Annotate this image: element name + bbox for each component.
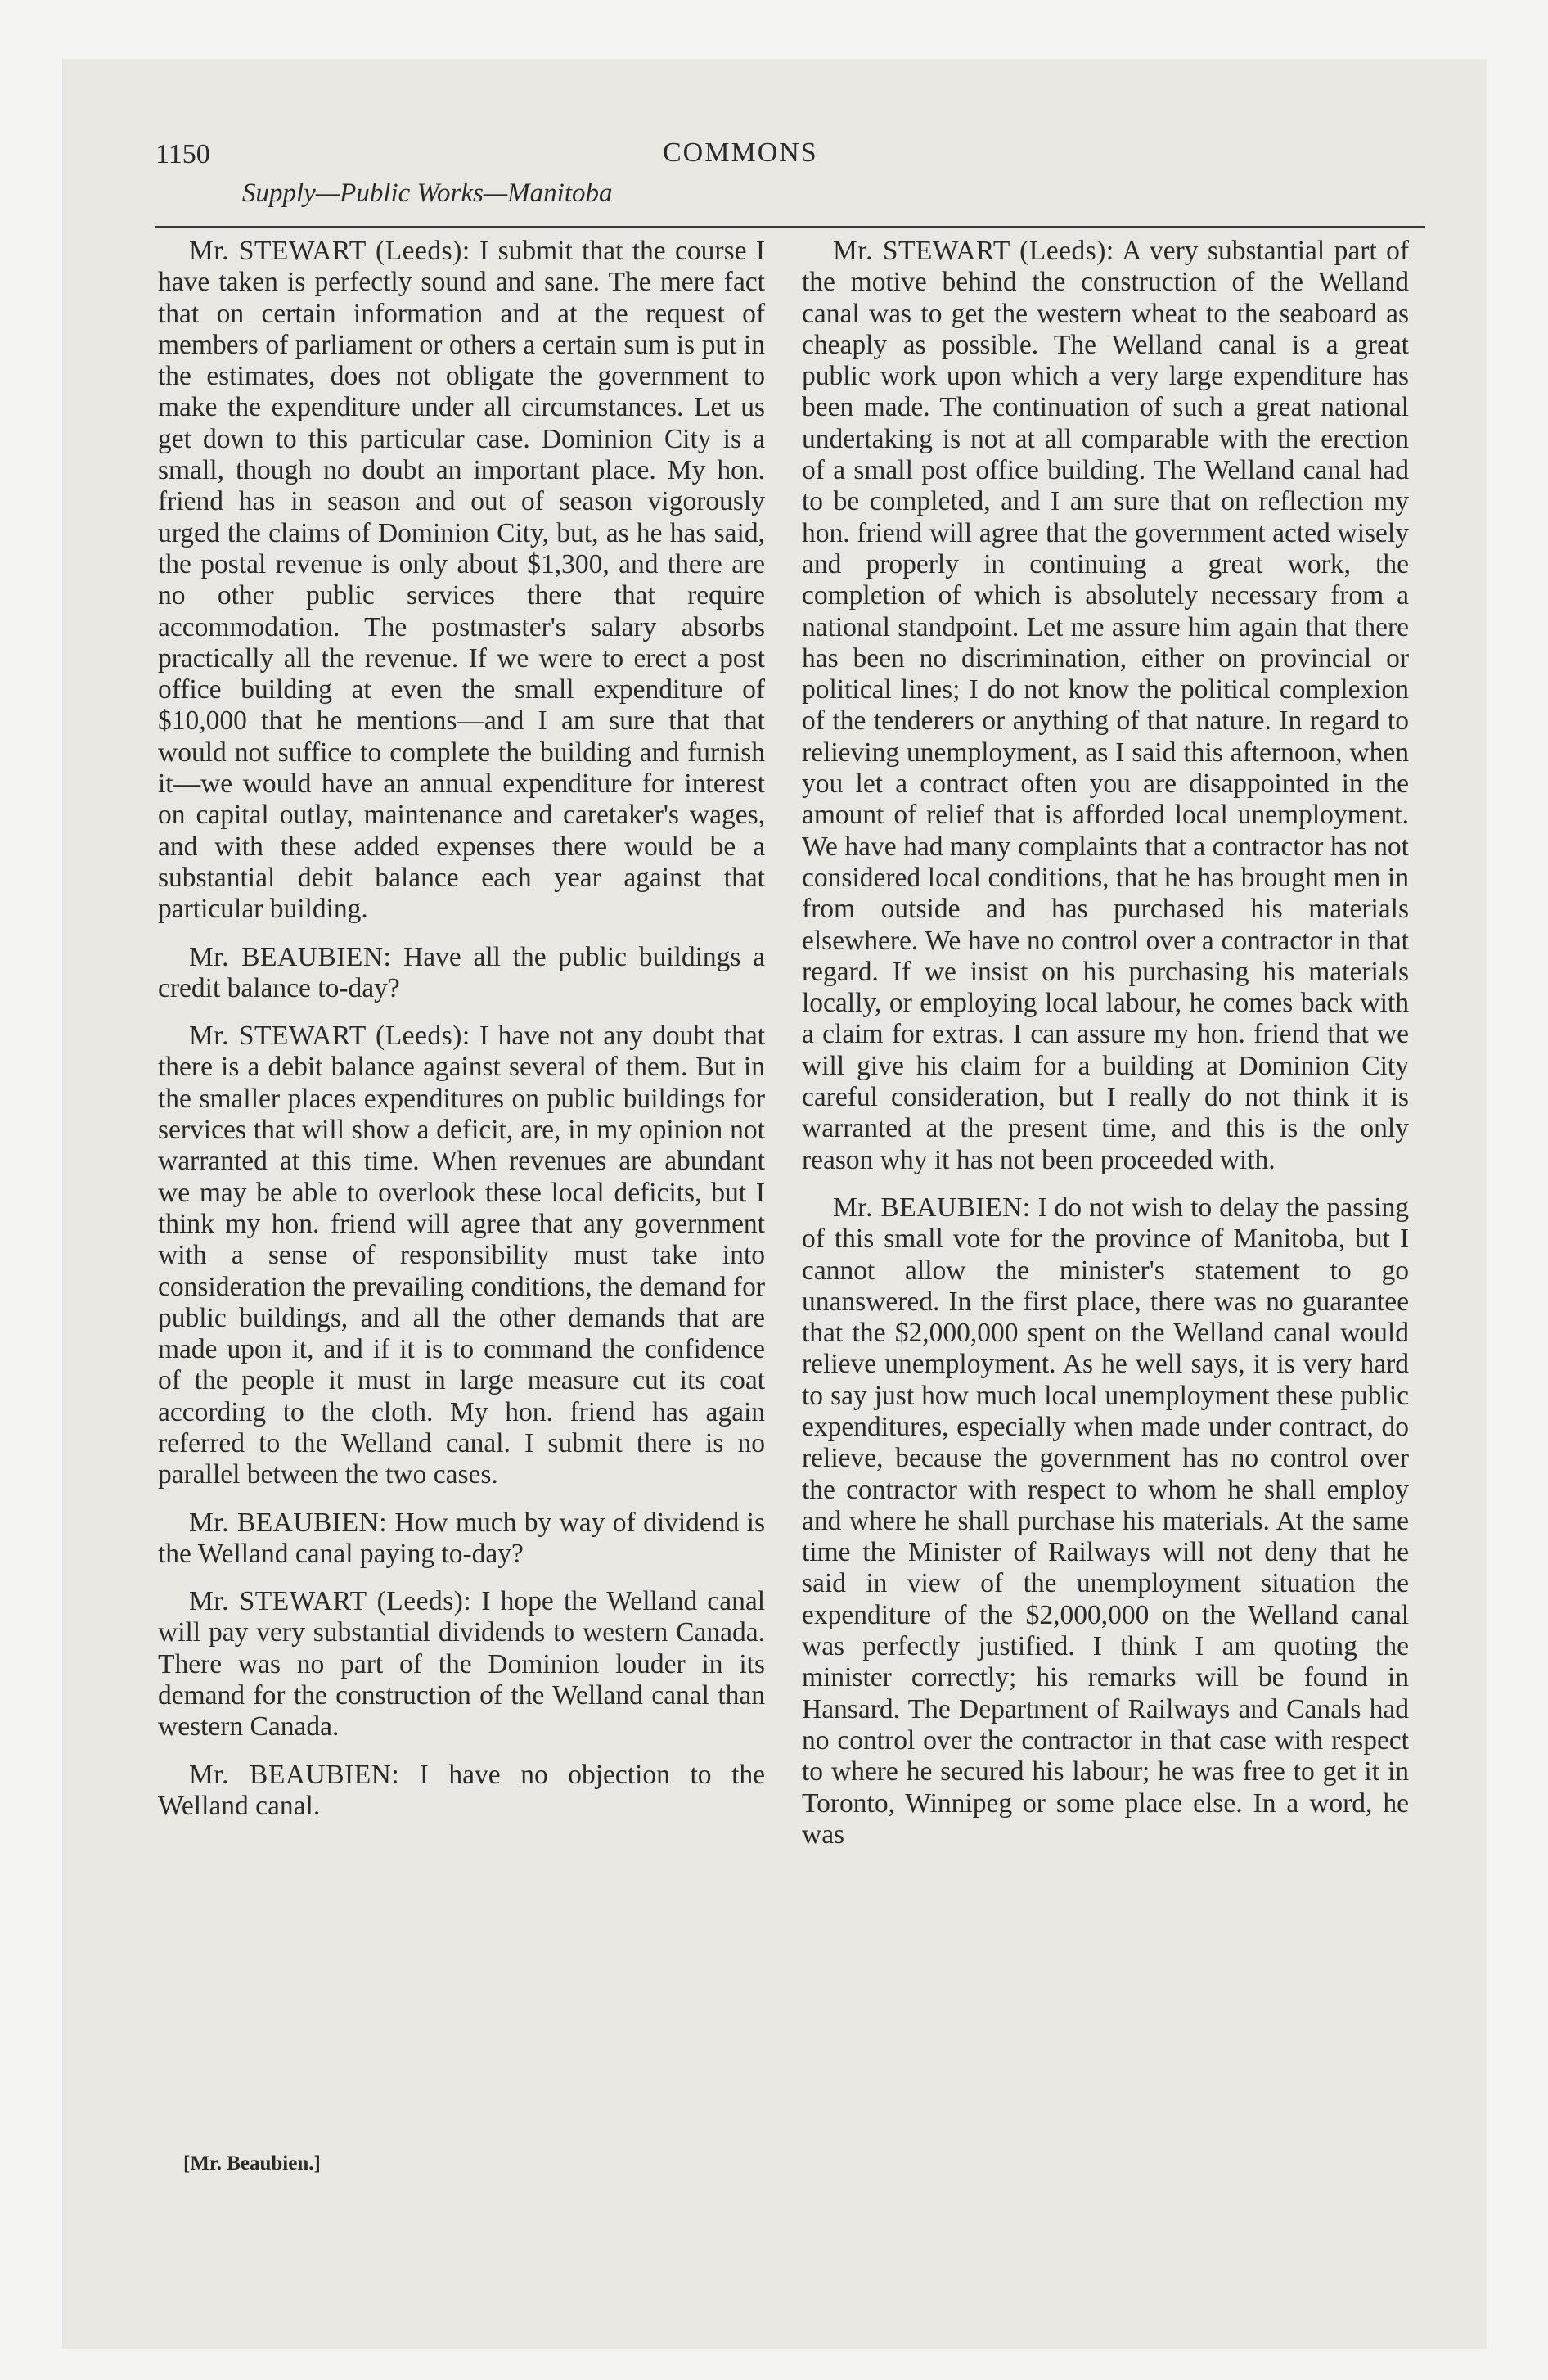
speech-text: A very substantial part of the motive behind the construction of the Welland canal was to get the western wheat to the seaboard as cheaply as possible. The Welland canal is a great public work upon which a very large expenditure has been made. The continuation of such a great national undertaking is not at all comparable with the erection of a small post office building. The Welland canal had to be completed, and I am sure that on reflection my hon. friend will agree that the government acted wisely and properly in continuing a great work, the completion of which is absolutely necessary from a national standpoint. Let me assure him again that there has been no discrimination, either on provincial or political lines; I do not know the political complexion of the tenderers or anything of that nature. In regard to relieving unemployment, as I said this afternoon, when you let a contract often you are disappointed in the amount of relief that is afforded local unemployment. We have had many complaints that a contractor has not considered local conditions, that he has brought men in from outside and has purchased his materials elsewhere. We have no control over a contractor in that regard. If we insist on his purchasing his materials locally, or employing local labour, he comes back with a claim for extras. I can assure my hon. friend that we will give his claim for a building at Dominion City careful consideration, but I really do not think it is warranted at the present time, and this is the only reason why it has not been proceeded with. bbox=[802, 236, 1409, 1175]
page-title: COMMONS bbox=[663, 137, 818, 168]
speech-text: I have no objection to the Welland canal. bbox=[158, 1759, 765, 1821]
speech-text: Have all the public buildings a credit balance to-day? bbox=[158, 941, 766, 1003]
page-number: 1150 bbox=[155, 139, 210, 169]
speech-paragraph bbox=[158, 1508, 765, 1571]
speech-text: I submit that the course I have taken is perfectly sound and sane. The mere fact that on certain information and at the request of members of parliament or others a certain sum is put in the estimates, does not obligate the government to make the expenditure under all circumstances. Let us get down to this particular case. Dominion City is a small, though no doubt an important place. My hon. friend has in season and out of season vigorously urged the claims of Dominion City, but, as he has said, the postal revenue is only about $1,300, and there are no other public services there that require accommodation. The postmaster's salary absorbs practically all the revenue. If we were to erect a post office building at even the small expenditure of $10,000 that he mentions—and I am sure that that would not suffice to complete the building and furnish it—we would have an annual expenditure for interest on capital outlay, maintenance and caretaker's wages, and with these added expenses there would be a substantial debit balance each year against that particular building. bbox=[158, 236, 766, 925]
speaker-name: Mr. BEAUBIEN: bbox=[189, 1759, 400, 1790]
speaker-name: Mr. BEAUBIEN: bbox=[189, 941, 392, 972]
footer-note: [Mr. Beaubien.] bbox=[183, 2152, 321, 2175]
speech-paragraph bbox=[158, 1021, 765, 1490]
header-rule bbox=[155, 226, 1425, 228]
speech-text: How much by way of dividend is the Welland canal paying to-day? bbox=[158, 1507, 766, 1569]
speaker-name: Mr. STEWART (Leeds): bbox=[189, 1021, 470, 1052]
speech-paragraph bbox=[158, 1760, 765, 1823]
speech-paragraph bbox=[158, 236, 765, 926]
section-subheading: Supply—Public Works—Manitoba bbox=[242, 178, 613, 208]
speech-text: I do not wish to delay the passing of this small vote for the province of Manitoba, but I cannot allow the minister's statement to go unanswered. In the first place, there was no guarantee that the $2,000,000 spent on the Welland canal would relieve unemployment. As he well says, it is very hard to say just how much local unemployment these public expenditures, especially when made under contract, do relieve, because the government has no control over the contractor with respect to whom he shall employ and where he shall purchase his materials. At the same time the Minister of Railways will not deny that he said in view of the unemployment situation the expenditure of the $2,000,000 on the Welland canal was perfectly justified. I think I am quoting the minister correctly; his remarks will be found in Hansard. The Department of Railways and Canals had no control over the contractor in that case with respect to where he secured his labour; he was free to get it in Toronto, Winnipeg or some place else. In a word, he was bbox=[802, 1192, 1410, 1850]
right-column bbox=[802, 236, 1409, 1867]
speech-paragraph bbox=[802, 1192, 1409, 1850]
speaker-name: Mr. STEWART (Leeds): bbox=[189, 236, 470, 266]
speaker-name: Mr. BEAUBIEN: bbox=[833, 1192, 1031, 1223]
speaker-name: Mr. STEWART (Leeds): bbox=[833, 236, 1114, 266]
speech-paragraph bbox=[158, 942, 765, 1005]
left-column bbox=[158, 236, 765, 1838]
speaker-name: Mr. STEWART (Leeds): bbox=[189, 1586, 472, 1617]
speech-text: I have not any doubt that there is a debit balance against several of them. But in the smaller places expenditures on public buildings for services that will show a deficit, are, in my opinion not warranted at this time. When revenues are abundant we may be able to overlook these local deficits, but I think my hon. friend will agree that any government with a sense of responsibility must take into consideration the prevailing conditions, the demand for public buildings, and all the other demands that are made upon it, and if it is to command the confidence of the people it must in large measure cut its coat according to the cloth. My hon. friend has again referred to the Welland canal. I submit there is no parallel between the two cases. bbox=[158, 1021, 766, 1490]
speech-paragraph bbox=[802, 236, 1409, 1176]
speech-text: I hope the Welland canal will pay very substantial dividends to western Canada. There was no part of the Dominion louder in its demand for the construction of the Welland canal than western Canada. bbox=[158, 1586, 766, 1742]
speech-paragraph bbox=[158, 1586, 765, 1742]
speaker-name: Mr. BEAUBIEN: bbox=[189, 1507, 388, 1538]
